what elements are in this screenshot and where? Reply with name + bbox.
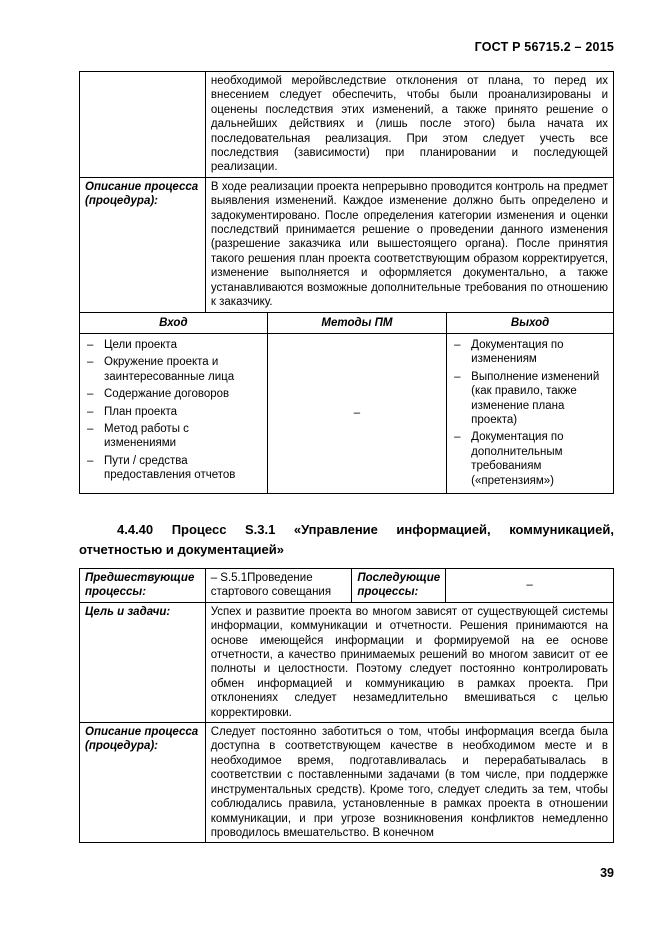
outputs-cell (447, 333, 614, 493)
description-label: Описание процесса (процедура): (80, 177, 206, 312)
process-table-continued (79, 71, 614, 494)
col-methods-header: Методы ПМ (267, 312, 446, 333)
output-item: – Документация по дополнительным требованиям («претензиям») (452, 430, 608, 488)
description-text: В ходе реализации проекта непрерывно проводится контроль на предмет выявления изменений. Каждое изменение должно быть определено и задокументировано. После определения категории изменения и оценки последствий принимается решение о проведении данного изменения (разрешение заказчика или вышестоящего органа). После принятия такого решения план проекта соответствующим образом корректируется, изменение выполняется и оформляется документально, а также устанавливаются возможные дополнительные требования по отношению к заказчику. (205, 177, 613, 312)
input-item: – Окружение проекта и заинтересованные лица (85, 355, 262, 384)
process-relations-row (80, 569, 614, 603)
successor-label: Последующие процессы: (352, 569, 446, 603)
description-row (80, 723, 614, 843)
goals-text: Успех и развитие проекта во многом зависят от существующей системы информации, коммуникации и отчетности. Решения принимаются на основе имеющейся информации и формируемой на ее основе отчетности, а качество принимаемых решений во многом зависит от ее полноты и целостности. Поэтому следует постоянно контролировать обмен информацией и коммуникацию в рамках проекта. При отклонениях следует незамедлительно вмешиваться с целью корректировки. (205, 602, 613, 722)
predecessor-value: – S.5.1Проведение стартового совещания (205, 569, 352, 603)
section-heading (79, 520, 614, 560)
goals-label: Цель и задачи: (80, 602, 206, 722)
input-item: – План проекта (85, 405, 262, 419)
col-input-header: Вход (80, 312, 268, 333)
predecessor-label: Предшествующие процессы: (80, 569, 206, 603)
page-number: 39 (600, 866, 614, 880)
description-label: Описание процесса (процедура): (80, 723, 206, 843)
successor-value: – (446, 569, 614, 603)
input-item: – Содержание договоров (85, 387, 262, 401)
continued-text: необходимой меройвследствие отклонения от плана, то перед их внесением следует обеспечить, чтобы были проанализированы и оценены последствия этих изменений, а также принято решение о дальнейших действиях и (лишь после этого) была начата их последовательная реализация. При этом следует учесть все последствия (зависимости) при планировании и последующей реализации. (205, 72, 613, 178)
output-item: – Документация по изменениям (452, 338, 608, 367)
input-item: – Цели проекта (85, 338, 262, 352)
document-header: ГОСТ Р 56715.2 – 2015 (474, 40, 614, 54)
empty-label-cell (80, 72, 206, 178)
methods-cell: – (267, 333, 446, 493)
input-item: – Пути / средства предоставления отчетов (85, 454, 262, 483)
inputs-cell (80, 333, 268, 493)
col-output-header: Выход (447, 312, 614, 333)
outputs-list (452, 338, 608, 488)
continued-row (80, 72, 614, 178)
output-item: – Выполнение изменений (как правило, также изменение плана проекта) (452, 370, 608, 428)
description-row (80, 177, 614, 312)
input-item: – Метод работы с изменениями (85, 422, 262, 451)
process-table-s31 (79, 568, 614, 843)
io-header-row (80, 312, 614, 333)
section-title: Процесс S.3.1 «Управление информацией, коммуникацией, отчетностью и документацией» (79, 522, 614, 557)
description-text: Следует постоянно заботиться о том, чтобы информация всегда была доступна в соответствующем качестве в необходимом месте и в необходимое время, подготавливалась и перерабатывалась в соответствии с поставленными задачами (в том числе, при поддержке инструментальных средств). Кроме того, следует следить за тем, чтобы соблюдались правила, установленные в рамках проекта в отношении коммуникации, и при угрозе возникновения конфликтов немедленно проводилось вмешательство. В конечном (205, 723, 613, 843)
goals-row (80, 602, 614, 722)
io-content-row (80, 333, 614, 493)
section-number: 4.4.40 (117, 522, 154, 537)
inputs-list (85, 338, 262, 483)
